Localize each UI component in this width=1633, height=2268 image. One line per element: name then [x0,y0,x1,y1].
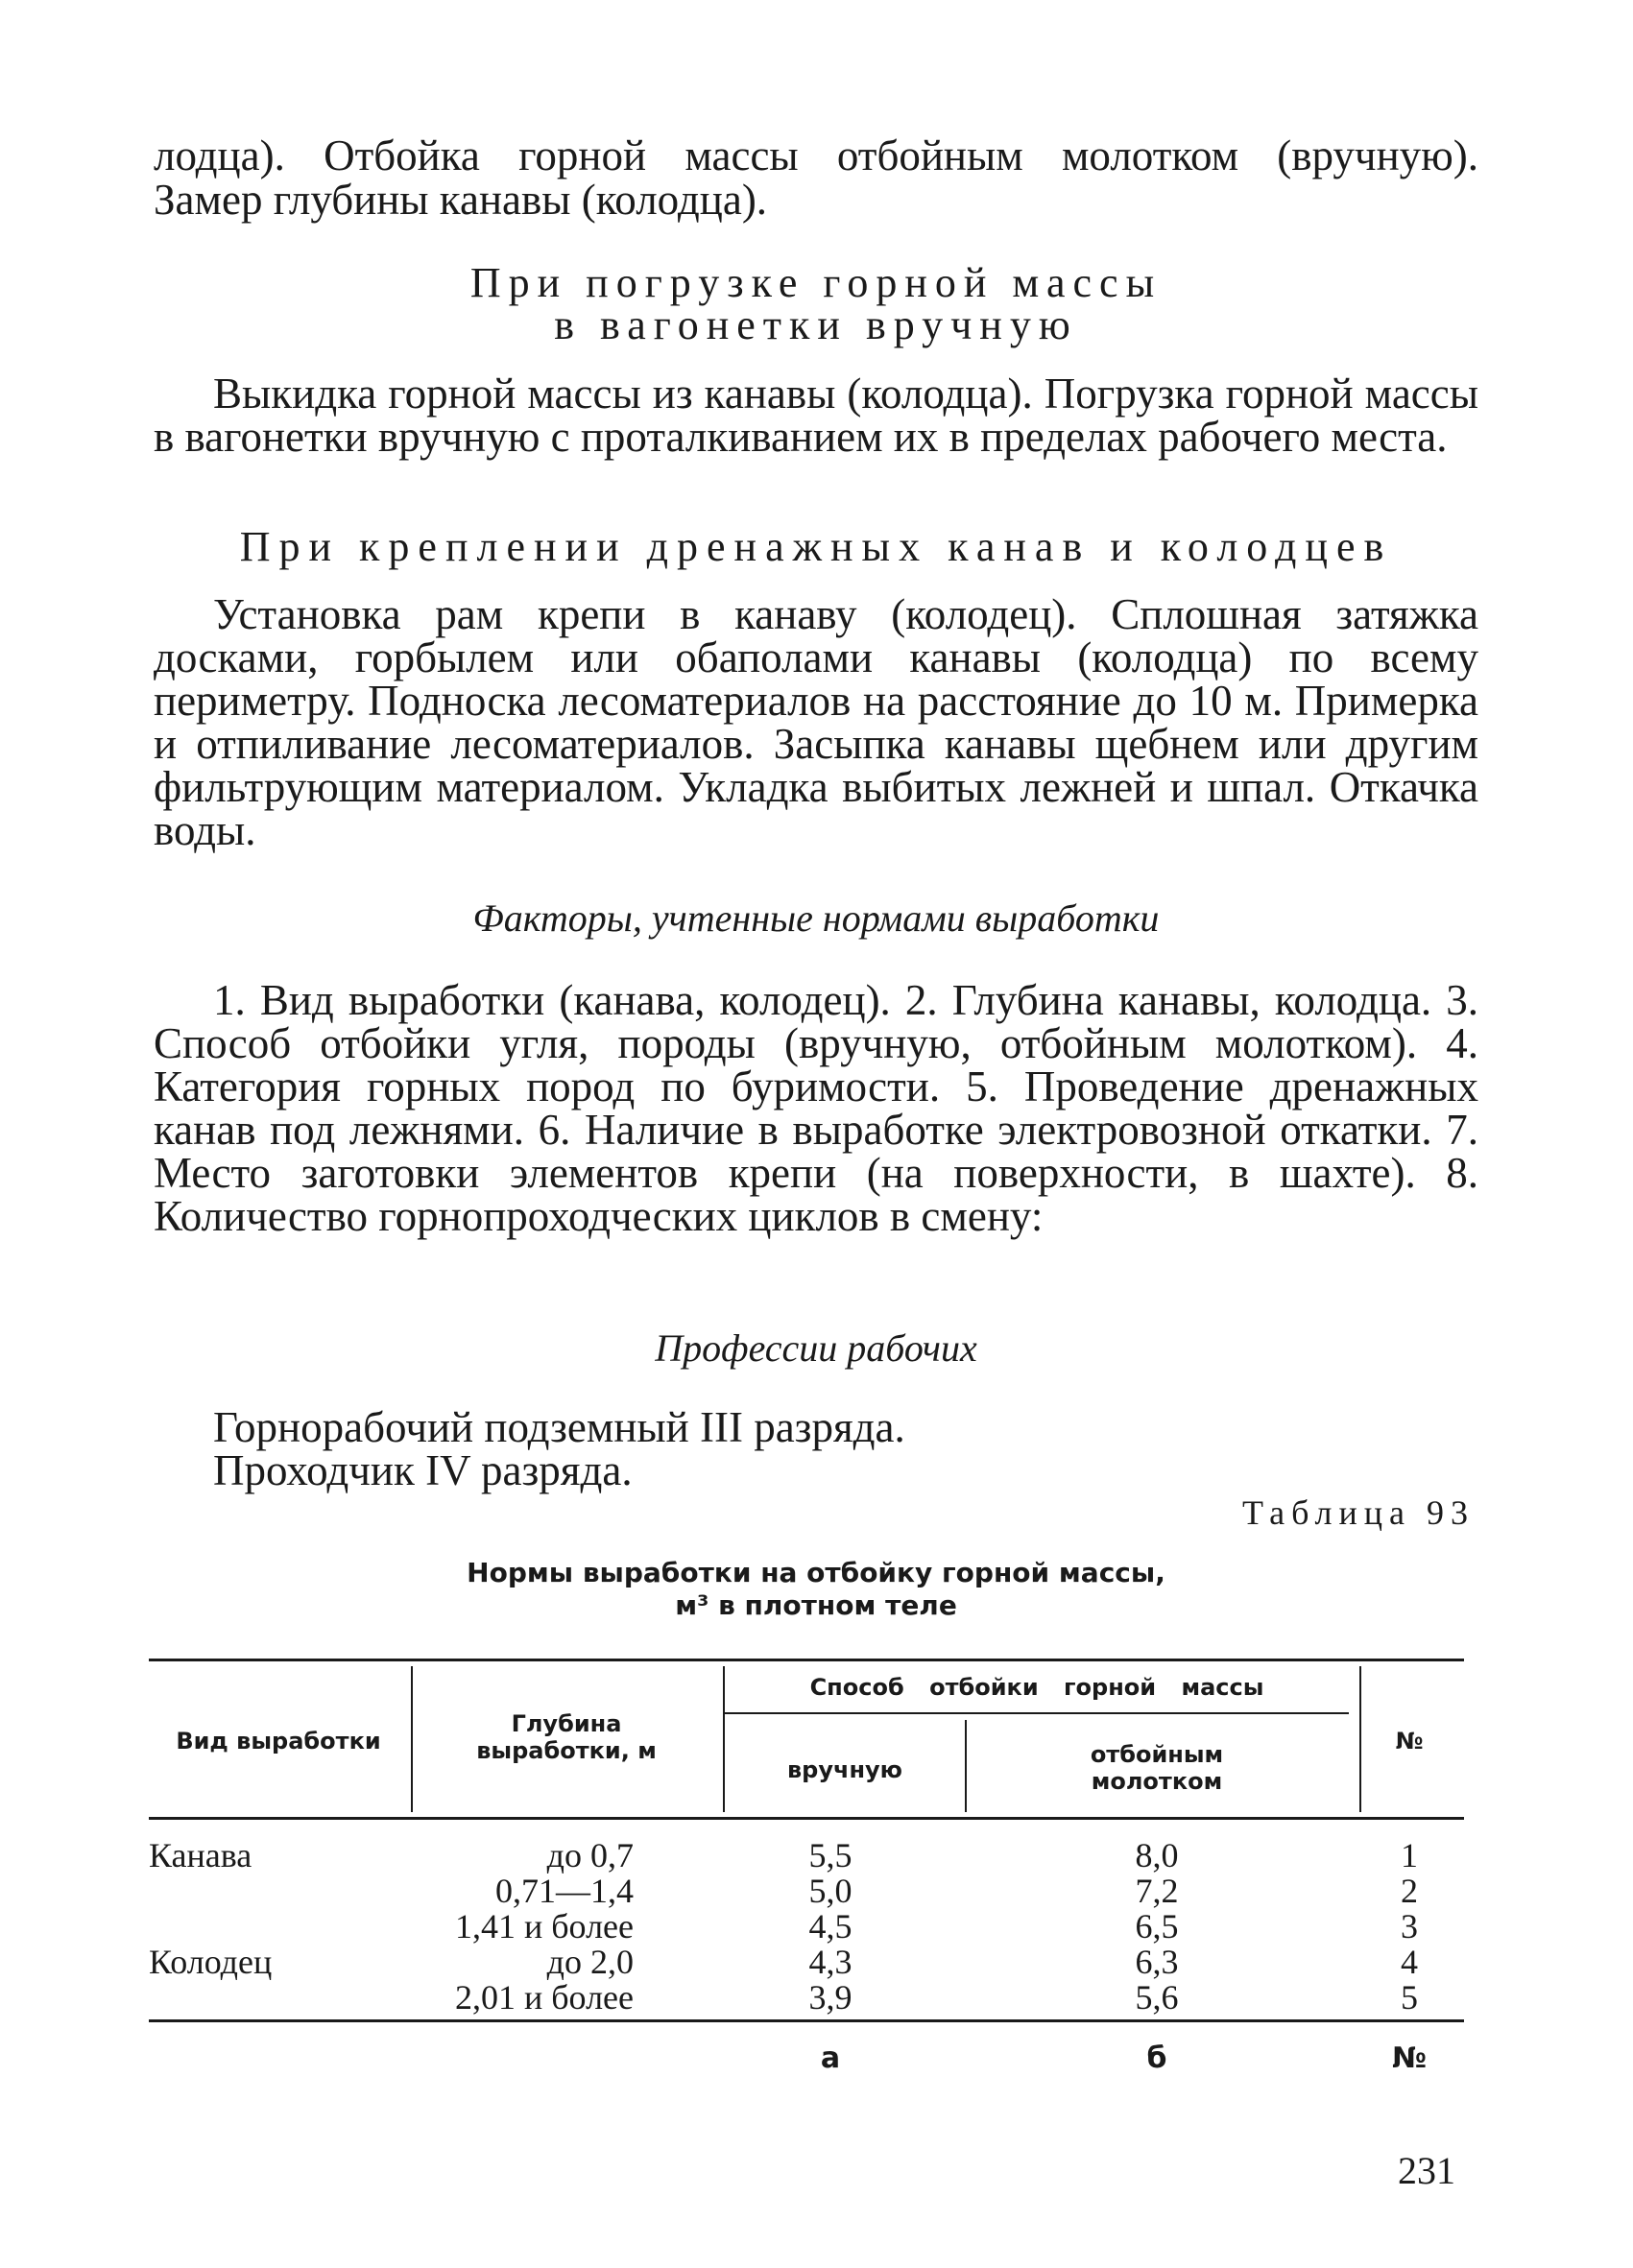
loading-text: Выкидка горной массы из канавы (колодца). Погрузка горной массы в вагонетки вручную с проталкиванием их в пределах рабочего места. [154,370,1478,461]
profession-1: Горнорабочий подземный III разряда. [213,1403,905,1451]
cell-depth: 1,41 и более [454,1907,634,1946]
col-header-type: Вид выработки [176,1728,381,1755]
table-divider-1 [411,1666,413,1812]
cell-no: 2 [1401,1872,1418,1910]
loading-heading-2: в вагонетки вручную [554,301,1078,348]
footer-key-no: № [1391,2041,1428,2075]
cell-manual: 3,9 [808,1978,853,2017]
table-label: Таблица 93 [1242,1493,1475,1532]
cell-manual: 5,5 [808,1836,853,1874]
col-header-manual: вручную [786,1756,903,1783]
intro-line-1: лодца). Отбойка горной массы отбойным молотком (вручную). [154,131,1478,179]
cell-no: 1 [1401,1836,1418,1874]
cell-depth: до 2,0 [546,1943,634,1981]
cell-no: 5 [1401,1978,1418,2017]
table-header-rule [149,1817,1464,1820]
cell-hammer: 8,0 [1135,1836,1179,1874]
cell-manual: 5,0 [808,1872,853,1910]
page-number: 231 [1398,2149,1455,2192]
col-header-depth: Глубина выработки, м [476,1710,657,1764]
support-heading: При креплении дренажных канав и колодцев [239,523,1393,570]
cell-type: Колодец [149,1943,273,1981]
col-header-no: № [1395,1728,1424,1755]
cell-hammer: 6,3 [1135,1943,1179,1981]
cell-manual: 4,3 [808,1943,853,1981]
cell-hammer: 7,2 [1135,1872,1179,1910]
intro-line-2: Замер глубины канавы (колодца). [154,176,768,224]
table-header-subrule [725,1712,1349,1714]
factors-heading: Факторы, учтенные нормами выработки [472,896,1160,940]
table-top-rule [149,1659,1464,1661]
footer-key-b: б [1146,2041,1167,2075]
support-text: Установка рам крепи в канаву (колодец). Сплошная затяжка досками, горбылем или обаполами канавы (колодца) по всему периметру. Подноска лесоматериалов на расстояние до 10 м. Примерка и отпиливание лесоматериалов. Засыпка канавы щебнем или другим фильтрующим материалом. Укладка выбитых лежней и шпал. Откачка воды. [154,590,1478,854]
cell-manual: 4,5 [808,1907,853,1946]
table-bottom-rule [149,2019,1464,2022]
cell-depth: 2,01 и более [454,1978,634,2017]
profession-2: Проходчик IV разряда. [213,1446,633,1494]
col-header-hammer: отбойным молотком [1090,1741,1224,1795]
factors-text: 1. Вид выработки (канава, колодец). 2. Глубина канавы, колодца. 3. Способ отбойки угля, породы (вручную, отбойным молотком). 4. Категория горных пород по буримости. 5. Проведение дренажных канав под лежнями. 6. Наличие в выработке электровозной откатки. 7. Место заготовки элементов крепи (на поверхности, в шахте). 8. Количество горнопроходческих циклов в смену: [154,976,1478,1240]
cell-no: 4 [1401,1943,1418,1981]
table-divider-3 [965,1720,967,1812]
cell-type: Канава [149,1836,252,1874]
table-title-2: м³ в плотном теле [675,1589,957,1621]
cell-depth: 0,71—1,4 [495,1872,634,1910]
footer-key-a: а [820,2041,841,2075]
cell-no: 3 [1401,1907,1418,1946]
cell-hammer: 5,6 [1135,1978,1179,2017]
loading-heading-1: При погрузке горной массы [469,259,1163,306]
col-header-method: Способ отбойки горной массы [809,1674,1264,1701]
professions-heading: Профессии рабочих [655,1326,977,1370]
cell-depth: до 0,7 [546,1836,634,1874]
cell-hammer: 6,5 [1135,1907,1179,1946]
table-title-1: Нормы выработки на отбойку горной массы, [467,1557,1165,1588]
